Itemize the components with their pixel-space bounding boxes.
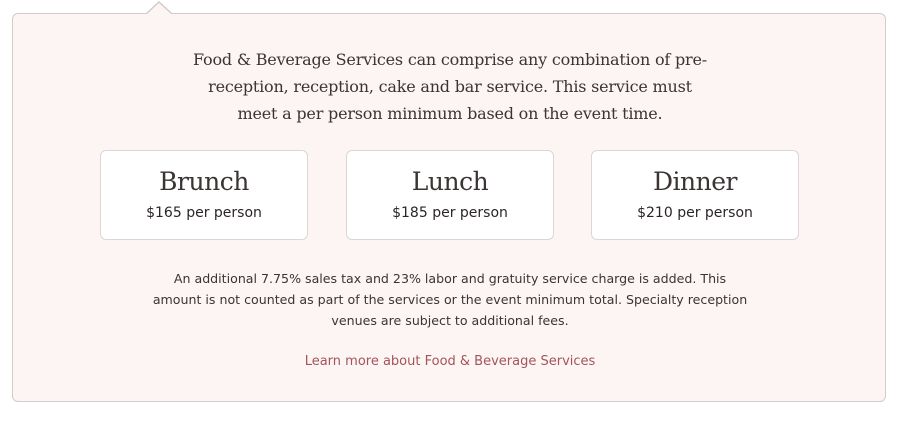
fees-note: An additional 7.75% sales tax and 23% labor and gratuity service charge is added. This amount is not counted as part of the services or the event minimum total. Specialty reception venues are subject to additional fees. (152, 271, 748, 328)
learn-more-link[interactable]: Learn more about Food & Beverage Services (304, 354, 596, 369)
card-price: $165 per person (146, 205, 262, 221)
lunch-card (346, 150, 554, 240)
card-price: $210 per person (637, 205, 753, 221)
intro-text: Food & Beverage Services can comprise any combination of pre-reception, reception, cake and bar service. This service must meet a per person minimum based on the event time. (193, 50, 707, 123)
card-price: $185 per person (392, 205, 508, 221)
card-title: Brunch (159, 167, 249, 196)
card-title: Lunch (411, 167, 489, 196)
brunch-card (100, 150, 308, 240)
panel-pointer-notch-fill (147, 3, 171, 14)
card-title: Dinner (653, 167, 737, 196)
dinner-card (591, 150, 799, 240)
